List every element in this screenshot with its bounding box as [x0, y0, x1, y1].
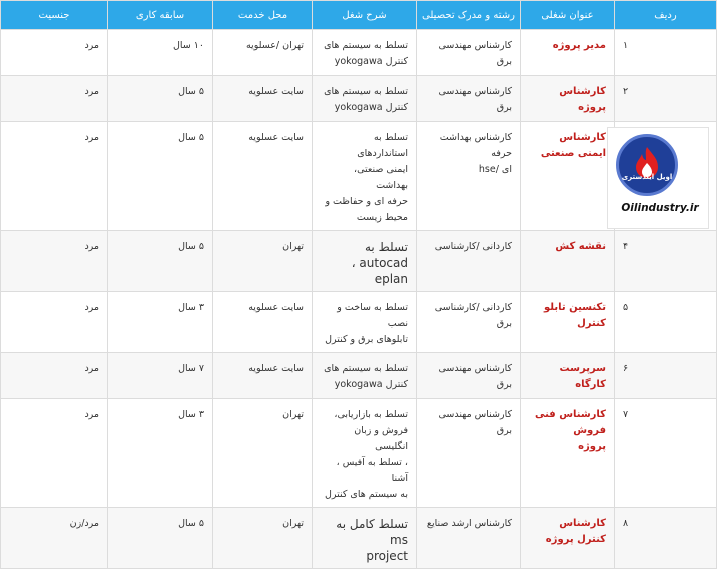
job-experience: ۵ سال: [108, 122, 213, 231]
job-experience: ۷ سال: [108, 353, 213, 399]
job-gender: مرد: [1, 122, 108, 231]
job-location: سایت عسلویه: [213, 76, 313, 122]
job-field: کاردانی /کارشناسی برق: [417, 292, 521, 353]
job-title: کارشناس کنترل پروژه: [521, 508, 615, 569]
job-description: تسلط کامل به ms project: [313, 508, 417, 569]
job-gender: مرد: [1, 353, 108, 399]
job-experience: ۳ سال: [108, 292, 213, 353]
row-number: ۵: [615, 292, 717, 353]
job-description: تسلط به ساخت و نصب تابلوهای برق و کنترل: [313, 292, 417, 353]
job-location: سایت عسلویه: [213, 122, 313, 231]
job-title: کارشناس پروژه: [521, 76, 615, 122]
job-description: تسلط به سیستم های کنترل yokogawa: [313, 76, 417, 122]
job-field: کارشناس مهندسی برق: [417, 353, 521, 399]
header-gender: جنسیت: [1, 1, 108, 30]
row-number: ۶: [615, 353, 717, 399]
job-experience: ۵ سال: [108, 508, 213, 569]
table-row: [1, 231, 717, 292]
job-location: تهران: [213, 399, 313, 508]
job-field: کاردانی /کارشناسی: [417, 231, 521, 292]
job-field: کارشناس بهداشت حرفه ای /hse: [417, 122, 521, 231]
job-gender: مرد: [1, 231, 108, 292]
table-row: [1, 292, 717, 353]
job-description: تسلط به autocad ، eplan: [313, 231, 417, 292]
job-field: کارشناس ارشد صنایع: [417, 508, 521, 569]
table-row: [1, 30, 717, 76]
table-header-row: [1, 1, 717, 30]
job-description: تسلط به استانداردهای ایمنی صنعتی، بهداشت حرفه ای و حفاظت و محیط زیست: [313, 122, 417, 231]
job-location: سایت عسلویه: [213, 292, 313, 353]
job-experience: ۳ سال: [108, 399, 213, 508]
header-job-title: عنوان شغلی: [521, 1, 615, 30]
logo-url: Oilindustry.ir: [621, 202, 699, 214]
row-number: ۱: [615, 30, 717, 76]
job-field: کارشناس مهندسی برق: [417, 30, 521, 76]
header-field: رشته و مدرک تحصیلی: [417, 1, 521, 30]
job-gender: مرد: [1, 399, 108, 508]
header-location: محل خدمت: [213, 1, 313, 30]
job-title: نقشه کش: [521, 231, 615, 292]
job-title: مدیر پروژه: [521, 30, 615, 76]
job-experience: ۱۰ سال: [108, 30, 213, 76]
oilindustry-logo: [607, 127, 709, 229]
table-row: [1, 353, 717, 399]
job-location: تهران /عسلویه: [213, 30, 313, 76]
job-location: تهران: [213, 231, 313, 292]
job-location: سایت عسلویه: [213, 353, 313, 399]
header-experience: سابقه کاری: [108, 1, 213, 30]
row-number: ۷: [615, 399, 717, 508]
header-description: شرح شغل: [313, 1, 417, 30]
job-description: تسلط به بازاریابی، فروش و زبان انگلیسی ، تسلط به آفیس ، آشنا به سیستم های کنترل: [313, 399, 417, 508]
job-experience: ۵ سال: [108, 231, 213, 292]
job-title: کارشناس فنی فروش پروژه: [521, 399, 615, 508]
row-number: ۴: [615, 231, 717, 292]
job-gender: مرد: [1, 76, 108, 122]
job-description: تسلط به سیستم های کنترل yokogawa: [313, 30, 417, 76]
job-experience: ۵ سال: [108, 76, 213, 122]
job-title: سرپرست کارگاه: [521, 353, 615, 399]
logo-circle: [616, 134, 678, 196]
job-field: کارشناس مهندسی برق: [417, 76, 521, 122]
row-number: ۲: [615, 76, 717, 122]
job-field: کارشناس مهندسی برق: [417, 399, 521, 508]
job-location: تهران: [213, 508, 313, 569]
row-number: ۸: [615, 508, 717, 569]
job-title: تکنسین تابلو کنترل: [521, 292, 615, 353]
job-gender: مرد/زن: [1, 508, 108, 569]
job-title: کارشناس ایمنی صنعتی: [521, 122, 615, 231]
job-gender: مرد: [1, 30, 108, 76]
table-row: [1, 508, 717, 569]
table-row: [1, 399, 717, 508]
header-row-number: ردیف: [615, 1, 717, 30]
logo-persian-text: اویل ایندستری: [621, 173, 673, 181]
job-description: تسلط به سیستم های کنترل yokogawa: [313, 353, 417, 399]
job-gender: مرد: [1, 292, 108, 353]
table-row: [1, 76, 717, 122]
